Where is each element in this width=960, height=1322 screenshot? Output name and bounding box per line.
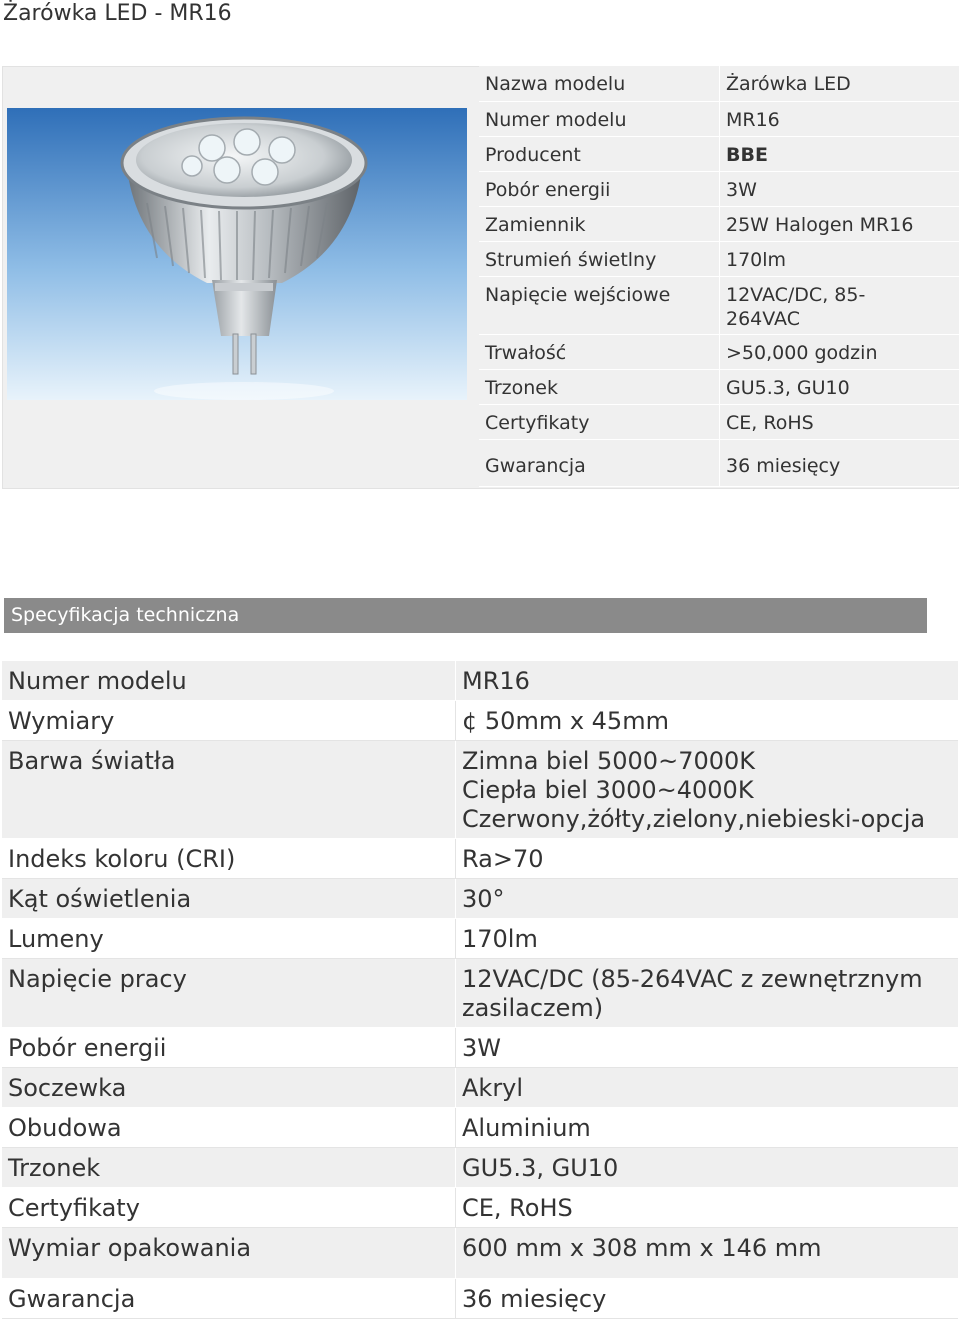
spec-value: Aluminium [456,1108,959,1148]
table-row [2,1188,958,1228]
table-row [479,136,959,171]
summary-value: 3W [720,171,960,206]
table-row [2,959,958,1028]
summary-value: GU5.3, GU10 [720,369,960,404]
summary-value: Żarówka LED [720,66,960,101]
spec-value: Zimna biel 5000~7000K Ciepła biel 3000~4000K Czerwony,żółty,zielony,niebieski-opcja [456,741,959,839]
spec-value: MR16 [456,661,959,701]
table-row [2,1068,958,1108]
spec-value: 36 miesięcy [456,1279,959,1319]
led-bulb-photo [7,108,467,400]
spec-label: Pobór energii [2,1028,456,1068]
spec-value: ¢ 50mm x 45mm [456,701,959,741]
summary-label: Gwarancja [479,439,720,486]
spec-label: Napięcie pracy [2,959,456,1028]
spec-label: Soczewka [2,1068,456,1108]
summary-value: 12VAC/DC, 85- 264VAC [720,276,960,334]
spec-table [2,660,958,1319]
spec-label: Indeks koloru (CRI) [2,839,456,879]
table-row [479,101,959,136]
table-row [479,241,959,276]
summary-value: MR16 [720,101,960,136]
spec-value: 170lm [456,919,959,959]
table-row [2,701,958,741]
spec-value: GU5.3, GU10 [456,1148,959,1188]
spec-label: Obudowa [2,1108,456,1148]
summary-value: >50,000 godzin [720,334,960,369]
spec-value: 600 mm x 308 mm x 146 mm [456,1228,959,1279]
summary-label: Trwałość [479,334,720,369]
table-row [2,1148,958,1188]
summary-label: Nazwa modelu [479,66,720,101]
table-row [2,919,958,959]
spec-label: Wymiary [2,701,456,741]
table-row [2,1028,958,1068]
table-row [479,404,959,439]
spec-label: Certyfikaty [2,1188,456,1228]
spec-label: Wymiar opakowania [2,1228,456,1279]
table-row [479,171,959,206]
summary-value: 170lm [720,241,960,276]
led-bulb-icon [7,108,467,400]
spec-value: 30° [456,879,959,919]
spec-value: CE, RoHS [456,1188,959,1228]
spec-section-header: Specyfikacja techniczna [4,598,927,633]
table-row [2,661,958,701]
spec-label: Barwa światła [2,741,456,839]
table-row [479,66,959,101]
table-row [479,206,959,241]
table-row [2,1228,958,1279]
spec-label: Trzonek [2,1148,456,1188]
summary-label: Trzonek [479,369,720,404]
table-row [2,1279,958,1319]
summary-label: Strumień świetlny [479,241,720,276]
summary-label: Numer modelu [479,101,720,136]
table-row [479,369,959,404]
summary-label: Zamiennik [479,206,720,241]
spec-value: Ra>70 [456,839,959,879]
spec-value: 3W [456,1028,959,1068]
summary-value: 25W Halogen MR16 [720,206,960,241]
spec-label: Lumeny [2,919,456,959]
table-row [479,334,959,369]
summary-label: Napięcie wejściowe [479,276,720,334]
summary-label: Certyfikaty [479,404,720,439]
summary-label: Producent [479,136,720,171]
summary-value: BBE [720,136,960,171]
spec-label: Kąt oświetlenia [2,879,456,919]
summary-value: CE, RoHS [720,404,960,439]
table-row [479,439,959,486]
spec-label: Gwarancja [2,1279,456,1319]
table-row [2,741,958,839]
summary-value: 36 miesięcy [720,439,960,486]
spec-value: Akryl [456,1068,959,1108]
spec-label: Numer modelu [2,661,456,701]
table-row [2,879,958,919]
table-row [2,1108,958,1148]
summary-label: Pobór energii [479,171,720,206]
table-row [2,839,958,879]
page-title: Żarówka LED - MR16 [3,1,232,26]
table-row [479,276,959,334]
product-summary-table [479,66,959,487]
spec-value: 12VAC/DC (85-264VAC z zewnętrznym zasilaczem) [456,959,959,1028]
